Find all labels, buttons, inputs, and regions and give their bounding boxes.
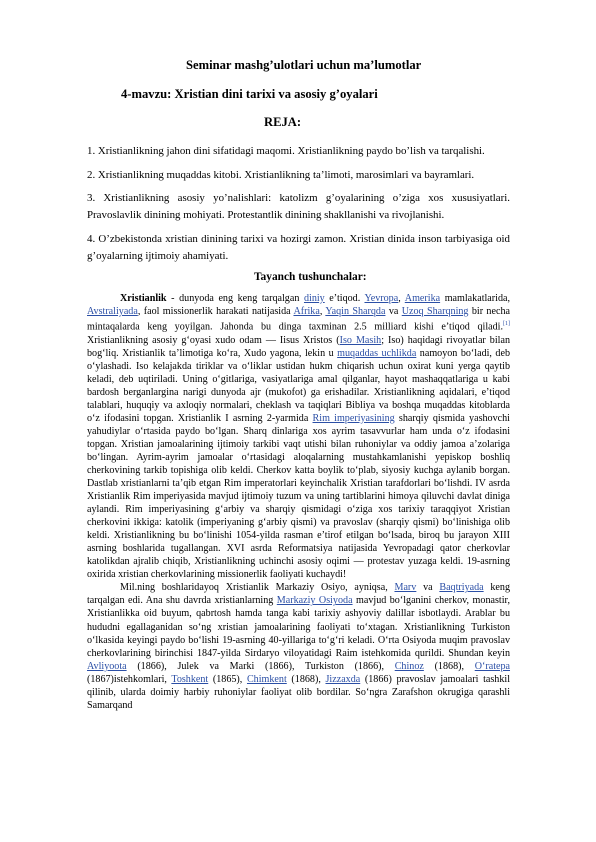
link-yevropa[interactable]: Yevropa <box>364 293 399 304</box>
link-marv[interactable]: Marv <box>394 582 417 594</box>
link-toshkent[interactable]: Toshkent <box>171 673 209 685</box>
text-run: mavjud bo‘lganini cherkov, monastir, Xristianlikka oid buyum, qabrtosh hamda tanga kabi tarixiy ashyoviy dalillar isbotlaydi. Arablar bu hududni egallaganidan so‘ng xristian jamoalarining faoliyati to‘xtagan. Xristianlikning Turkiston o‘lkasida keyingi paydo bo‘lishi 19-asrning 40-yillariga to‘g‘ri keladi. O‘rta Osiyoda muqim pravoslav cherkovlarining birinchisi 1847-yilda Sirdaryo viloyatidagi Raim istehkomida qurildi. Shundan keyin <box>87 595 510 659</box>
topic-heading: 4-mavzu: Xristian dini tarixi va asosiy g’oyalari <box>121 87 378 101</box>
link-iso-masih[interactable]: Iso Masih <box>339 334 382 346</box>
text-run: , faol missionerlik harakati natijasida <box>137 306 294 318</box>
text-run: Mil.ning boshlaridayoq Xristianlik Markaziy Osiyo, ayniqsa, <box>120 582 395 594</box>
link-uzoq-sharq[interactable]: Uzoq Sharqning <box>401 306 469 318</box>
link-rim-imperiyasi[interactable]: Rim imperiyasining <box>312 412 395 424</box>
paragraph-christianity <box>87 292 510 581</box>
plan-item-1: 1. Xristianlikning jahon dini sifatidagi maqomi. Xristianlikning paydo bo’lish va tarqalishi. <box>87 145 485 157</box>
link-jizzax[interactable]: Jizzaxda <box>325 673 361 685</box>
text-run: va <box>416 582 440 594</box>
text-run: (1865), <box>208 673 247 685</box>
key-terms-heading: Tayanch tushunchalar: <box>254 271 367 283</box>
text-run: bir necha mintaqalarda keng yoyilgan. Jahonda bu dinga taxminan 2.5 milliard kishi e’tiqod qiladi. <box>87 306 510 333</box>
text-run: va <box>385 306 402 318</box>
term-bold: Xristianlik <box>120 293 167 304</box>
text-run: (1868), <box>423 660 475 672</box>
text-run: (1868), <box>286 673 326 685</box>
link-avstraliya[interactable]: Avstraliyada <box>87 306 138 318</box>
text-run: namoyon bo‘ladi, deb o‘ylashadi. Iso kelajakda tiriklar va o‘liklar ustidan hukm chiqarish uchun oxirat kuni yerga qaytib keladi, deb uqtiriladi. Uning o‘gitlariga, vasiyatlariga amal qilganlar, hayot mashaqqatlariga u kabi bardosh berganlargina narigi dunyoda ajr (mukofot) ga erishadilar. Xristianlikning aqidalari, e’tiqod talablari, huquqiy va axloqiy normalari, cheklash va taqiqlari Bibliya va boshqa muqaddas kitoblarda o‘z ifodasini topgan. Xristianlik I asrning 2-yarmida <box>87 347 511 424</box>
link-afrika[interactable]: Afrika <box>293 306 320 318</box>
link-amerika[interactable]: Amerika <box>404 293 441 304</box>
paragraph-central-asia <box>87 581 510 711</box>
text-run: sharqiy qismida yashovchi yahudiylar o‘rtasida paydo bo‘lgan. Sharq dinlariga xos ayrim tasavvurlar ham unda o‘z ifodasini topgan. Xristian jamoalarining ijtimoiy tarkibi vaqt utishi bilan ruhoniylar va oddiy jamoa a’zolariga bo‘lingan. Ayrim-ayrim jamoalar o‘rtasidagi aloqalarning mustahkamlanishi yepiskop boshliq cherkovining tarkib topishiga olib keldi. Cherkov katta boylik to‘plab, siyosiy kuchga aylanib borgan. Dastlab xristianlarni ta’qib etgan Rim imperatorlari keyinchalik Xristian tarafdorlari bo‘lishdi. IV asrda Xristianlik Rim imperiyasida mavjud ijtimoiy tuzum va uning tartiblarini himoya qiluvchi davlat diniga aylandi. Rim imperiyasining g‘arbiy va sharqiy qismidagi o‘ziga xos tarixiy taraqqiyot Xristian cherkovini ikkiga: katolik (imperiyaning g‘arbiy qismi) va pravoslav (sharqiy qismi) bo‘linishiga olib keldi. Xristianlikning bu bo‘linishi 1054-yilda rasman e’tirof etilgan bo‘lsada, biroq bu jarayon XIII asrning boshlarida tugallangan. XVI asrda Reformatsiya natijasida Yevropadagi qator cherkovlar katolikdan ajralib chiqib, Xristianlikning uchinchi asosiy oqimi — protestav yuzaga keldi. 19-asrning oxirida xristian cherkovlarining missionerlik faoliyati kuchaydi! <box>87 412 510 581</box>
link-chinoz[interactable]: Chinoz <box>394 660 424 672</box>
text-run: e’tiqod. <box>324 293 365 304</box>
page-title: Seminar mashg’ulotlari uchun ma’lumotlar <box>186 58 422 72</box>
link-chimkent[interactable]: Chimkent <box>246 673 287 685</box>
text-run: (1866), Julek va Marki (1866), Turkiston (1866), <box>126 660 395 672</box>
link-muqaddas-uchlik[interactable]: muqaddas uchlikda <box>337 347 417 359</box>
plan-item-3: 3. Xristianlikning asosiy yo’nalishlari: katolizm g’oyalarining o’ziga xos xususiyatlari. Pravoslavlik dinining mohiyati. Protestantlik dinining shakllanishi va rivojlanishi. <box>87 192 510 221</box>
text-run: mamlakatlarida, <box>440 293 510 304</box>
footnote-ref[interactable]: [1] <box>503 321 510 328</box>
text-run: ; Iso) haqidagi rivoyatlar bilan bog‘liq. Xristianlik ta’limotiga ko‘ra, Xudo yagona, lekin u <box>87 334 510 359</box>
text-run: Xristianlikning asosiy g‘oyasi xudo odam — Iisus Xristos ( <box>87 334 340 346</box>
plan-item-2: 2. Xristianlikning muqaddas kitobi. Xristianlikning ta’limoti, marosimlari va bayramlari. <box>87 169 475 181</box>
text-run: (1867)istehkomlari, <box>87 673 172 685</box>
body-text <box>87 292 510 712</box>
link-uratepa[interactable]: O‘ratepa <box>474 660 511 672</box>
text-run: , <box>319 306 326 318</box>
text-run: , <box>398 293 405 304</box>
plan-heading: REJA: <box>264 115 302 129</box>
plan-item-4: 4. O’zbekistonda xristian dinining tarixi va hozirgi zamon. Xristian dinida inson tarbiyasiga oid g’oyalarning ijtimoiy ahamiyati. <box>87 233 510 262</box>
text-run: - dunyoda eng keng tarqalgan <box>166 293 304 304</box>
link-baqtriya[interactable]: Baqtriyada <box>439 582 484 594</box>
link-diniy[interactable]: diniy <box>303 293 325 304</box>
text-run: keng tarqalgan edi. Ana shu davrda xristianlarning <box>87 582 510 607</box>
link-avliyoota[interactable]: Avliyoota <box>87 660 127 672</box>
link-markaziy-osiyo[interactable]: Markaziy Osiyoda <box>276 595 353 607</box>
text-run: (1866) pravoslav jamoalari tashkil qilinib, ularda doimiy harbiy ruhoniylar faoliyat olib bordilar. So‘ngra Zarafshon okrugiga qarashli Samarqand <box>87 673 510 711</box>
link-yaqin-sharq[interactable]: Yaqin Sharqda <box>325 306 386 318</box>
